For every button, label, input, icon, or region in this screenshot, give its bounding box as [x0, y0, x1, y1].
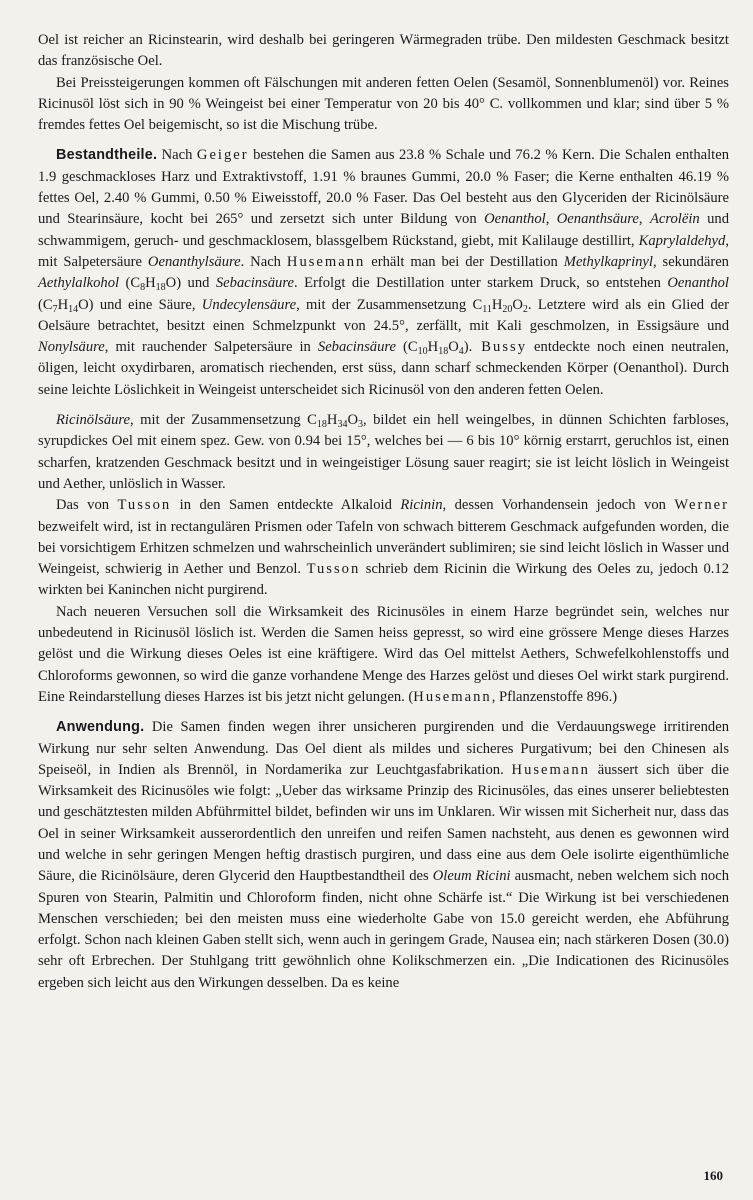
- paragraph-ricinoelsaeure: Ricinölsäure, mit der Zusammensetzung $C_{18}H_{34}O_3$, bildet ein hell weingelbes, in dünnen Schichten farbloses, syrupdickes Oel mit einem spez. Gew. von 0.94 bei 15°, welches bei — 6 bis 10° körnig erstarrt, geruchlos ist, einen scharfen, kratzenden Geschmack besitzt und in weingeistiger Lösung sauer reagirt; sie ist leicht löslich in Weingeist und Aether, unlöslich in Wasser.: [38, 412, 729, 492]
- author-name: Geiger: [196, 147, 249, 164]
- page-number: 160: [703, 1168, 723, 1183]
- paragraph-bestandtheile: Bestandtheile. Nach Geiger bestehen die Samen aus 23.8 % Schale und 76.2 % Kern. Die Schalen enthalten 1.9 geschmackloses Harz und Extraktivstoff, 1.91 % braunes Gummi, 20.0 % Faser; die Kerne enthalten 46.19 % fettes Oel, 2.40 % Gummi, 0.50 % Eiweisstoff, 20.0 % Faser. Das Oel besteht aus den Glyceriden der Ricinölsäure und Stearinsäure, kocht bei 265° und zersetzt sich unter Bildung von Oenanthol, Oenanthsäure, Acrolëin und schwammigem, geruch- und geschmacklosem, blassgelbem Rückstand, giebt, mit Kalilauge destillirt, Kaprylaldehyd, mit Salpetersäure Oenanthylsäure. Nach Husemann erhält man bei der Destillation Methylkaprinyl, sekundären Aethylalkohol $(C_8H_{18}O)$ und Sebacinsäure. Erfolgt die Destillation unter starkem Druck, so entstehen Oenanthol $(C_7H_{14}O)$ und eine Säure, Undecylensäure, mit der Zusammensetzung $C_{11}H_{20}O_2$. Letztere wird als ein Glied der Oelsäure betrachtet, besitzt einen Schmelzpunkt von 24.5°, zerfällt, mit Kali geschmolzen, in Essigsäure und Nonylsäure, mit rauchender Salpetersäure in Sebacinsäure $(C_{10}H_{18}O_4)$. Bussy entdeckte noch einen neutralen, öligen, leicht oxydirbaren, aromatisch riechenden, erst süss, dann scharf schmeckenden Körper (Oenanthol). Durch seine leichte Löslichkeit in Weingeist unterscheidet sich Ricinusöl von den anderen fetten Oelen.: [38, 147, 730, 398]
- author-name: Husemann: [413, 688, 492, 705]
- author-name: Husemann: [286, 253, 366, 270]
- paragraph-harz: Nach neueren Versuchen soll die Wirksamkeit des Ricinusöles in einem Harze begründet sein, welches nur unbedeutend in Ricinusöl löslich ist. Werden die Samen heiss gepresst, so wird eine grössere Menge dieses Harzes gelöst und die Wirkung dieses Oeles ist eine kräftigere. Wird das Oel mittelst Aethers, Schwefelkohlenstoffs und Chloroforms gewonnen, so wird die ganze vorhandene Menge des Harzes gelöst und dieses Oel wirkt stark purgirend. Eine Reindarstellung dieses Harzes ist bis jetzt nicht gelungen. (Husemann, Pflanzenstoffe 896.): [38, 603, 729, 705]
- author-name: Tusson: [117, 497, 172, 514]
- paragraph-oel-geschmack: Oel ist reicher an Ricinstearin, wird deshalb bei geringeren Wärmegraden trübe. Den mildesten Geschmack besitzt das französische Oel.: [38, 32, 729, 70]
- paragraph-faelschungen: Bei Preissteigerungen kommen oft Fälschungen mit anderen fetten Oelen (Sesamöl, Sonnenblumenöl) vor. Reines Ricinusöl löst sich in 90 % Weingeist bei einer Temperatur von 20 bis 40° C. vollkommen und klar; sind über 5 % fremdes fettes Oel beigemischt, so ist die Mischung trübe.: [38, 74, 729, 134]
- section-heading-anwendung: Anwendung.: [56, 719, 145, 736]
- section-heading-bestandtheile: Bestandtheile.: [56, 147, 158, 164]
- body-text: [38, 30, 729, 994]
- author-name: Bussy: [472, 339, 527, 356]
- paragraph-anwendung: Anwendung. Die Samen finden wegen ihrer unsicheren purgirenden und die Verdauungswege irritirenden Wirkung nur sehr selten Anwendung. Das Oel dient als mildes und sicheres Purgativum; bei den Chinesen als Speiseöl, in Indien als Brennöl, in Nordamerika zur Leuchtgasfabrikation. Husemann äussert sich über die Wirksamkeit des Ricinusöles wie folgt: „Ueber das wirksame Prinzip des Ricinusöles, das eines unserer beliebtesten und geschätztesten milden Abführmittel bildet, befinden wir uns im Unklaren. Wir wissen mit Sicherheit nur, dass das Oel in seiner Wirksamkeit ausserordentlich den unreifen und reifen Samen nachsteht, aus denen es gewonnen wird und welche in sehr geringen Mengen heftig drastisch purgiren, und dass eine aus dem Oele isolirte eigenthümliche Säure, die Ricinölsäure, deren Glycerid den Hauptbestandtheil des Oleum Ricini ausmacht, neben welchem sich noch Spuren von Stearin, Palmitin und Chloroform finden, nicht ohne Schärfe ist.“ Die Wirkung ist bei verschiedenen Menschen verschieden; bei den meisten muss eine wiederholte Gabe von 15.0 gereicht werden, ehe Abführung erfolgt. Schon nach kleinen Gaben stellt sich, wenn auch in geringem Grade, Nausea ein; nach stärkeren Dosen (30.0) sehr oft Erbrechen. Der Stuhlgang tritt gewöhnlich ohne Kolikschmerzen ein. „Die Indicationen des Ricinusöles ergeben sich leicht aus den Wirkungen desselben. Da es keine: [38, 719, 729, 991]
- paragraph-ricinin: Das von Tusson in den Samen entdeckte Alkaloid Ricinin, dessen Vorhandensein jedoch von Werner bezweifelt wird, ist in rectangulären Prismen oder Tafeln von schwach bitterem Geschmack aufgefunden worden, die bei vorsichtigem Erhitzen schmelzen und wahrscheinlich unverändert sublimiren; sie sind leicht löslich in Wasser und Weingeist, schwierig in Aether und Benzol. Tusson schrieb dem Ricinin die Wirkung des Oeles zu, jedoch 0.12 wirkten bei Kaninchen nicht purgirend.: [38, 497, 730, 599]
- author-name: Husemann: [511, 761, 590, 778]
- author-name: Werner: [674, 497, 729, 514]
- author-name: Tusson: [306, 561, 361, 578]
